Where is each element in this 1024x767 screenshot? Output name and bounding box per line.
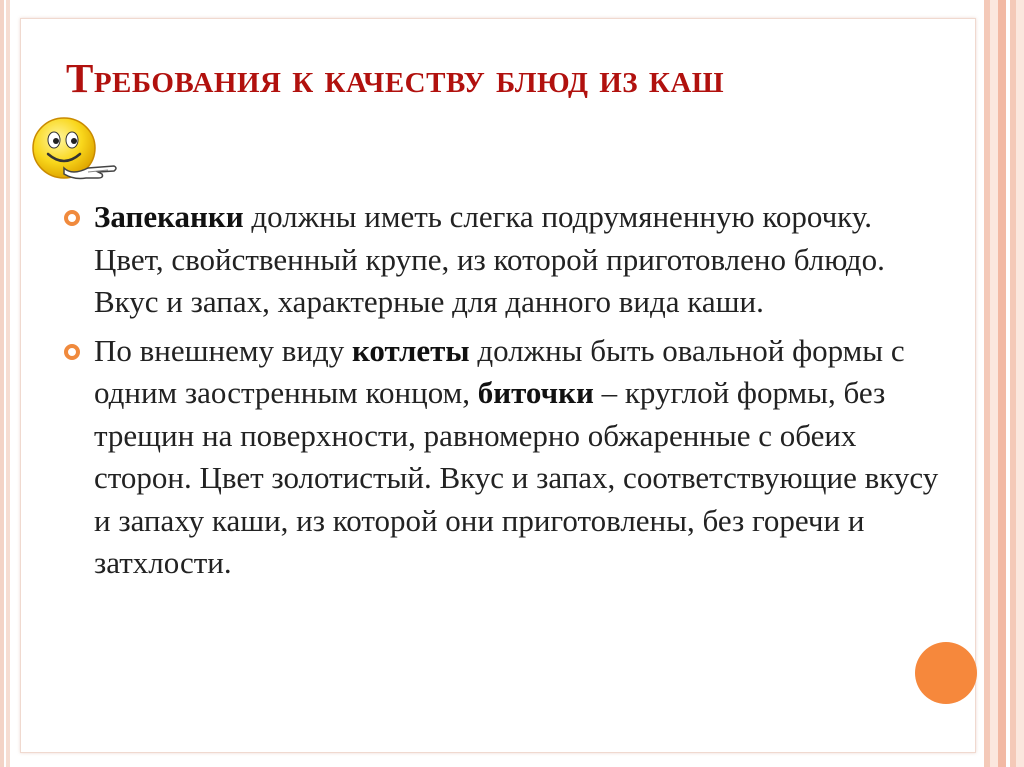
slide-title: Требования к качеству блюд из каш (66, 55, 725, 101)
paragraph-text: должны быть овальной формы с одним заостренным концом, (94, 332, 905, 410)
term-cutlets: котлеты (351, 332, 470, 368)
body-text (56, 196, 946, 591)
paragraph-text: должны иметь слегка подрумяненную корочку. Цвет, свойственный крупе, из которой приготовлено блюдо. Вкус и запах, характерные для данного вида каши. (94, 199, 885, 319)
term-casseroles: Запеканки (94, 199, 244, 234)
circle-bullet-icon (64, 344, 80, 360)
paragraph-text: – круглой формы, без трещин на поверхности, равномерно обжаренные с обеих сторон. Цвет золотистый. Вкус и запах, соответствующие вкусу и запаху каши, из которой они приготовлены, без горечи и затхлости. (94, 375, 939, 580)
paragraph-text: По внешнему виду (94, 332, 352, 368)
paragraph-cutlets (56, 330, 946, 585)
smiley-pointing-hand-icon (28, 110, 120, 190)
paragraph-casseroles (56, 196, 946, 324)
right-border-stripes (978, 0, 1024, 767)
orange-circle-icon (915, 642, 977, 704)
circle-bullet-icon (64, 210, 80, 226)
term-patties: биточки (477, 375, 594, 410)
left-border-stripe (0, 0, 16, 767)
